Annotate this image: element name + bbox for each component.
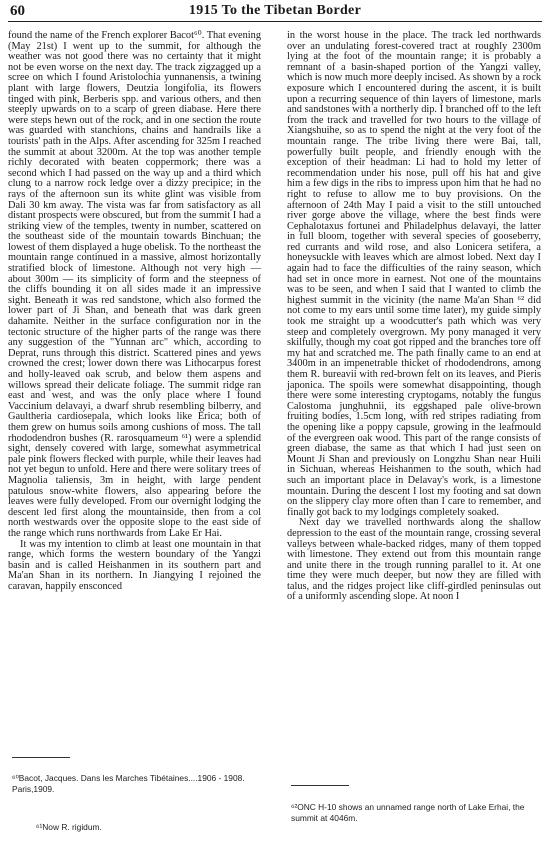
footnote-61: ⁶¹Now R. rigidum. xyxy=(36,822,102,832)
footnote-62: ⁶²ONC H-10 shows an unnamed range north of Lake Erhai, the summit at 4046m. xyxy=(291,802,525,823)
left-column xyxy=(8,31,261,592)
footnote-rule xyxy=(12,757,70,758)
body-paragraph: It was my intention to climb at least one mountain in that range, which forms the western boundary of the Yangzi basin and is called Heishanmen in its southern part and Ma'an Shan in its northern. In Jiangying I rejoined the caravan, happily ensconced xyxy=(8,538,261,592)
body-paragraph: found the name of the French explorer Bacot⁶⁰. That evening (May 21st) I went up to the summit, for although the weather was not good there was no certainty that it might not be even worse on the next day. The track zigzagged up a scree on which I found Aristolochia yunnanensis, a twining plant with large flowers, Deutzia longifolia, its flowers tinged with pink, Berberis spp. and various others, and then steeply upwards on to a scarp of green diabase. Here there were steps hewn out of the rock, and in one section the route was guarded with stanchions, chains and handrails like a tourists' path in the Alps. After ascending for 325m I reached the summit at about 3200m. At the top was another temple richly decorated with beaten coppermork; there was a second which I had passed on the way up and a third which clung to a narrow rock ledge over a dizzy precipice; in the rays of the afternoon sun its white glint was visible from Dali 30 km away. The vista was far from satisfactory as all distant prospects were obscured, but from the summit I had a striking view of the temples, twenty in number, scattered on the southeast side of the mountain towards Binchuan; the lowest of them displayed a huge obelisk. To the northeast the mountain range continued in a massive, almost horizontally stratified block of limestone. Although not very high — about 300m — its simplicity of form and the steepness of the cliffs bounding it on all sides made it an impressive sight. Beneath it was red sandstone, which also formed the lower part of Ji Shan, and beneath that was dark green dahamite. Neither in the surface configuration nor in the tectonic structure of the higher parts of the range was there any suggestion of the "Yunnan arc" which, according to Deprat, runs through this district. Scattered pines and yews crowned the crest; lower down there was Lithocarpus forest and holly-leaved oak scrub, and below them aspens and willows spread their delicate foliage. The summit ridge ran east and west, and was the only place where I found Vaccinium delavayi, a dwarf shrub resembling bilberry, and Gaultheria cardiosepala, which looks like Erica; both of them grew on humus soils among cushions of moss. The tall rhododendron bushes (R. rarosquameum ⁶¹) were a splendid sight, densely covered with large, somewhat asymmetrical pale pink flowers flecked with purple, while their leaves had not yet begun to unfold. Here and there were solitary trees of Magnolia taliensis, 3m in height, with large pendent patulous snow-white flowers, also appearing before the leaves were fully developed. From our overnight lodging the descent led first along the mountainside, then from a col north westwards over the opposite slope to the east side of the range which runs northwards from Lake Er Hai. xyxy=(8,30,261,539)
body-paragraph: Next day we travelled northwards along the shallow depression to the east of the mountain range, crossing several valleys between whale-backed ridges, many of them topped with limestone. They extend out from this mountain range and unite there in the trough running parallel to it. At one time they were much deeper, but now they are filled with talus, and the ridges project like cliff-girdled peninsulas out of a uniformly ascending slope. At noon I xyxy=(287,517,541,603)
footnote-rule xyxy=(291,785,349,786)
footnote-60: ⁶⁰Bacot, Jacques. Dans les Marches Tibétaines....1906 - 1908. Paris,1909. xyxy=(12,773,245,794)
page-number: 60 xyxy=(10,3,25,19)
right-column xyxy=(287,31,541,603)
body-paragraph: in the worst house in the place. The track led northwards over an undulating forest-covered tract at roughly 2300m lying at the foot of the mountain range; it is probably a remnant of a basin-shaped portion of the Yangzi valley, which is now much more deeply incised. As shown by a rock exposure which I encountered during the ascent, it is built upon a recurring sequence of thin layers of limestone, marls and sandstones with a northerly dip. I branched off to the left from the track and travelled for two hours to the village of Xiangshuihe, so as to spend the night at the very foot of the mountain range. The tribe living there were Bai, tall, powerfully built people, and friendly enough with the exception of their headman: Li had to hold my letter of recommendation under his nose, pull off his hat and give him a few digs in the ribs to impress upon him that he had no right to refuse to allow me to buy provisions. On the afternoon of 24th May I paid a visit to the still untouched river gorge above the village, where the best finds were Cephalotaxus fortunei and Philadelphus delavayi, the latter in full bloom, together with several species of gooseberry, red currants and wild rose, and also Lonicera setifera, a honeysuckle with leaves which are almost lobed. Next day I again had to face the difficulties of the rainy season, which had set in once more in earnest. Not one of the mountains was to be seen, and when I said that I wanted to climb the highest summit in the vicinity (the name Ma'an Shan ⁶² did not come to my ears until some time later), my guide simply took me straight up a woodcutter's path which was very steep and completely overgrown. My pony managed it very skilfully, though my coat got ripped and the branches tore off my hat and scratched me. The path finally came to an end at 3400m in an impenetrable thicket of rhododendrons, among them R. bureavii with red-brown felt on its leaves, and Pieris japonica. The spoils were somewhat disappointing, though there were some interesting cryptogams, notably the fungus Calostoma junghuhnii, its eggshaped pale olive-brown fruiting bodies, 1.5cm long, with red stripes radiating from the opening like a poppy capsule, growing in the leafmould of the evergreen oak wood. This part of the range consists of green diabase, the same as that which I had just seen on Mount Ji Shan and previously on Longzhu Shan near Huili in Sichuan, whereas Heishanmen to the south, which had such an important place in Delavay's work, is a limestone mountain. During the descent I lost my footing and sat down on the slippery clay more often than I care to remember, and finally got back to my lodgings completely soaked. xyxy=(287,30,541,518)
page-header xyxy=(8,3,542,22)
running-title: 1915 To the Tibetan Border xyxy=(188,3,362,18)
